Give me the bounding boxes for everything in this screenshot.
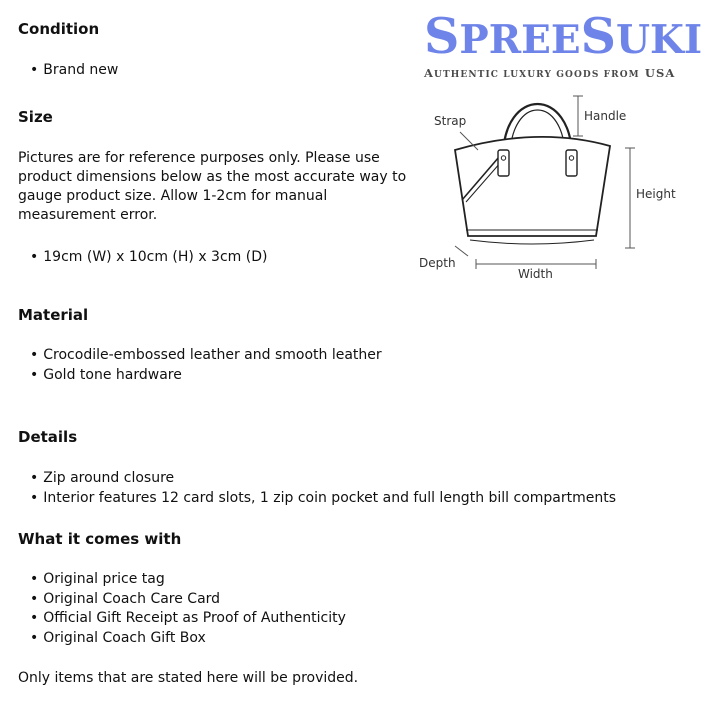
details-heading: Details [18,428,78,446]
list-item: • Gold tone hardware [30,366,382,386]
handle-tab-right [566,150,577,176]
material-list [30,346,382,385]
list-item: • Interior features 12 card slots, 1 zip coin pocket and full length bill compartments [30,489,616,509]
handle-label: Handle [584,109,627,123]
depth-label: Depth [419,256,456,270]
bag-bottom-edge [470,240,594,244]
list-item: • 19cm (W) x 10cm (H) x 3cm (D) [30,248,267,268]
list-item: • Original Coach Care Card [30,590,346,610]
list-item: • Crocodile-embossed leather and smooth leather [30,346,382,366]
footer-note: Only items that are stated here will be provided. [18,670,359,686]
comes-with-heading: What it comes with [18,530,182,548]
depth-dimension-line [455,246,468,256]
logo-wordmark: SPREESUKI [424,7,703,65]
condition-list [30,61,118,81]
material-heading: Material [18,306,89,324]
bag-body [455,137,610,236]
strap-label: Strap [434,114,467,128]
handle-tab-left [498,150,509,176]
list-item: • Original Coach Gift Box [30,629,346,649]
list-item: • Zip around closure [30,469,616,489]
size-list [30,248,267,268]
list-item: • Brand new [30,61,118,81]
list-item: • Original price tag [30,570,346,590]
list-item: • Official Gift Receipt as Proof of Authenticity [30,609,346,629]
height-label: Height [636,187,676,201]
spreesuki-logo [424,8,716,80]
comes-with-list [30,570,346,648]
size-heading: Size [18,108,53,126]
width-label: Width [518,267,553,281]
details-list [30,469,616,508]
logo-tagline: AUTHENTIC LUXURY GOODS FROM USA [424,66,676,80]
condition-heading: Condition [18,20,100,38]
size-note: Pictures are for reference purposes only. Please use product dimensions below as the most accurate way to gauge product size. Allow 1-2cm for manual measurement error. [18,150,407,223]
bag-dimension-diagram [410,88,710,288]
